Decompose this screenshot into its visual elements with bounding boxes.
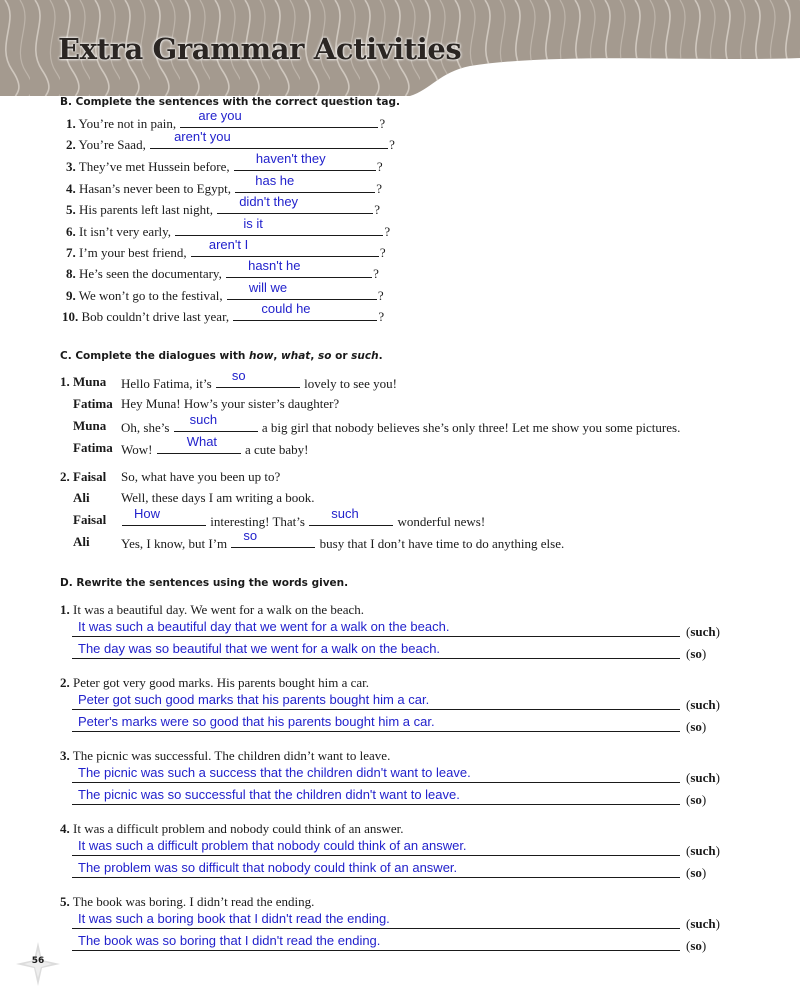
answer-blank[interactable]: How [122,512,206,526]
speaker-name: Muna [73,418,107,433]
speaker-name: Faisal [73,469,107,484]
dialogue-line: So, what have you been up to? [121,469,281,484]
answer-line[interactable]: The picnic was so successful that the children didn't want to leave. [72,804,680,805]
question-tag-item: 5. His parents left last night, didn't they ? [66,194,380,217]
word-hint: (such) [686,770,720,785]
word-hint: (such) [686,697,720,712]
answer-blank[interactable]: What [157,440,241,454]
answer-blank[interactable]: will we [227,286,377,300]
section-d-heading: D. Rewrite the sentences using the words given. [60,577,349,589]
dialogue-line: Hello Fatima, it’s so lovely to see you! [121,368,397,391]
section-c-heading: C. Complete the dialogues with how, what, so or such. [60,350,383,362]
rewrite-prompt: 4. It was a difficult problem and nobody could think of an answer. [60,821,404,836]
answer-blank[interactable]: are you [180,114,378,128]
question-tag-item: 9. We won’t go to the festival, will we ? [66,280,384,303]
dialogue-line: Hey Muna! How’s your sister’s daughter? [121,396,340,411]
word-hint: (such) [686,843,720,858]
answer-blank[interactable]: haven't they [234,157,376,171]
answer-blank[interactable]: is it [175,222,383,236]
question-tag-item: 6. It isn’t very early, is it ? [66,216,391,239]
rewrite-prompt: 3. The picnic was successful. The children didn’t want to leave. [60,748,391,763]
word-hint: (so) [686,792,707,807]
page-number-badge [16,942,60,986]
word-hint: (so) [686,865,707,880]
answer-blank[interactable]: could he [233,307,377,321]
question-tag-item: 8. He’s seen the documentary, hasn't he ? [66,258,379,281]
speaker-name: Fatima [73,440,113,455]
question-tag-item: 2. You’re Saad, aren't you ? [66,129,395,152]
answer-blank[interactable]: has he [235,179,375,193]
dialogue-line: How interesting! That’s such wonderful news! [121,512,485,530]
dialogue-line: Oh, she’s such a big girl that nobody believes she’s only three! Let me show you some pictures. [121,412,681,435]
word-hint: (so) [686,719,707,734]
answer-blank[interactable]: hasn't he [226,264,372,278]
dialogue-line: Wow! What a cute baby! [121,434,309,457]
speaker-name: Ali [73,490,90,505]
speaker-name: Ali [73,534,90,549]
answer-line[interactable]: The day was so beautiful that we went for a walk on the beach. [72,658,680,659]
answer-blank[interactable]: so [231,534,315,548]
answer-blank[interactable]: aren't I [191,243,379,257]
speaker-name: Muna [73,374,107,389]
question-tag-item: 3. They’ve met Hussein before, haven't they ? [66,151,383,174]
speaker-name: Faisal [73,512,107,527]
dialogue-number: 2. [60,469,70,484]
answer-line[interactable]: It was such a difficult problem that nobody could think of an answer. [72,855,680,856]
rewrite-prompt: 2. Peter got very good marks. His parents bought him a car. [60,675,370,690]
question-tag-item: 4. Hasan’s never been to Egypt, has he ? [66,173,383,196]
answer-line[interactable]: The book was so boring that I didn't read the ending. [72,950,680,951]
answer-line[interactable]: It was such a boring book that I didn't read the ending. [72,928,680,929]
word-hint: (such) [686,624,720,639]
answer-blank[interactable]: such [174,418,258,432]
answer-blank[interactable]: didn't they [217,200,373,214]
page-number: 56 [31,956,45,966]
dialogue-line: Yes, I know, but I’m so busy that I don’t have time to do anything else. [121,528,565,551]
answer-line[interactable]: Peter's marks were so good that his parents bought him a car. [72,731,680,732]
question-tag-item: 10. Bob couldn’t drive last year, could he ? [62,301,385,324]
answer-blank[interactable]: so [216,374,300,388]
rewrite-prompt: 1. It was a beautiful day. We went for a walk on the beach. [60,602,364,617]
answer-line[interactable]: Peter got such good marks that his parents bought him a car. [72,709,680,710]
question-tag-item: 1. You’re not in pain, are you ? [66,108,386,131]
word-hint: (so) [686,646,707,661]
answer-line[interactable]: It was such a beautiful day that we went for a walk on the beach. [72,636,680,637]
word-hint: (so) [686,938,707,953]
rewrite-prompt: 5. The book was boring. I didn’t read the ending. [60,894,315,909]
page-title: Extra Grammar Activities [58,32,462,66]
section-b-heading: B. Complete the sentences with the correct question tag. [60,96,400,108]
question-tag-item: 7. I’m your best friend, aren't I ? [66,237,386,260]
dialogue-line: Well, these days I am writing a book. [121,490,315,505]
answer-blank[interactable]: such [309,512,393,526]
answer-line[interactable]: The problem was so difficult that nobody could think of an answer. [72,877,680,878]
dialogue-number: 1. [60,374,70,389]
speaker-name: Fatima [73,396,113,411]
answer-blank[interactable]: aren't you [150,135,388,149]
word-hint: (such) [686,916,720,931]
answer-line[interactable]: The picnic was such a success that the children didn't want to leave. [72,782,680,783]
